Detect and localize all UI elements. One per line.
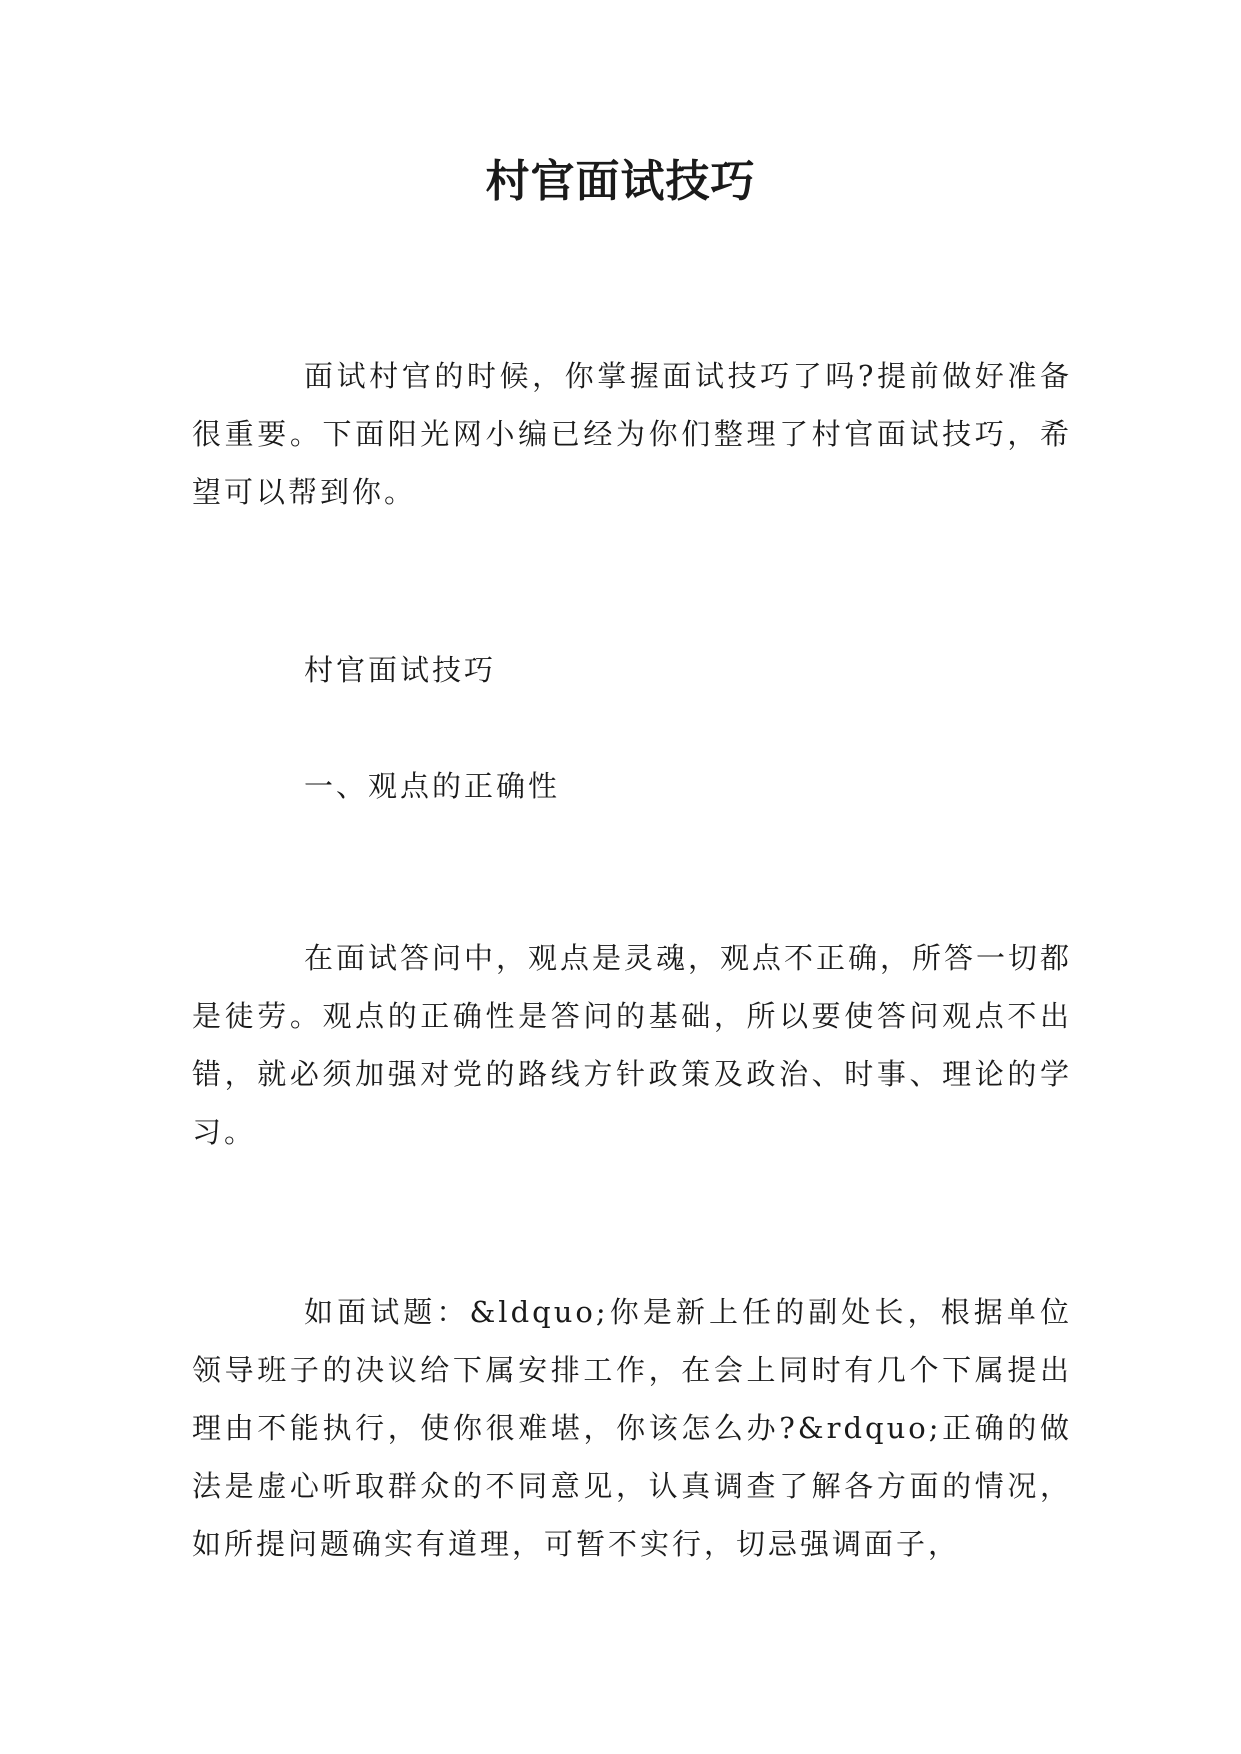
body-paragraph-2: 如面试题：&ldquo;你是新上任的副处长，根据单位领导班子的决议给下属安排工作，在会上同时有几个下属提出理由不能执行，使你很难堪，你该怎么办?&rdquo;正确的做法是虚心听取群众的不同意见，认真调查了解各方面的情况，如所提问题确实有道理，可暂不实行，切忌强调面子，: [192, 1295, 1072, 1561]
section-heading: 村官面试技巧: [304, 653, 497, 687]
intro-paragraph: 面试村官的时候，你掌握面试技巧了吗?提前做好准备很重要。下面阳光网小编已经为你们整理了村官面试技巧，希望可以帮到你。: [192, 359, 1072, 509]
body-paragraph-1: 在面试答问中，观点是灵魂，观点不正确，所答一切都是徒劳。观点的正确性是答问的基础，所以要使答问观点不出错，就必须加强对党的路线方针政策及政治、时事、理论的学习。: [192, 941, 1073, 1149]
document-title: 村官面试技巧: [485, 156, 756, 207]
subsection-heading: 一、观点的正确性: [304, 769, 561, 803]
